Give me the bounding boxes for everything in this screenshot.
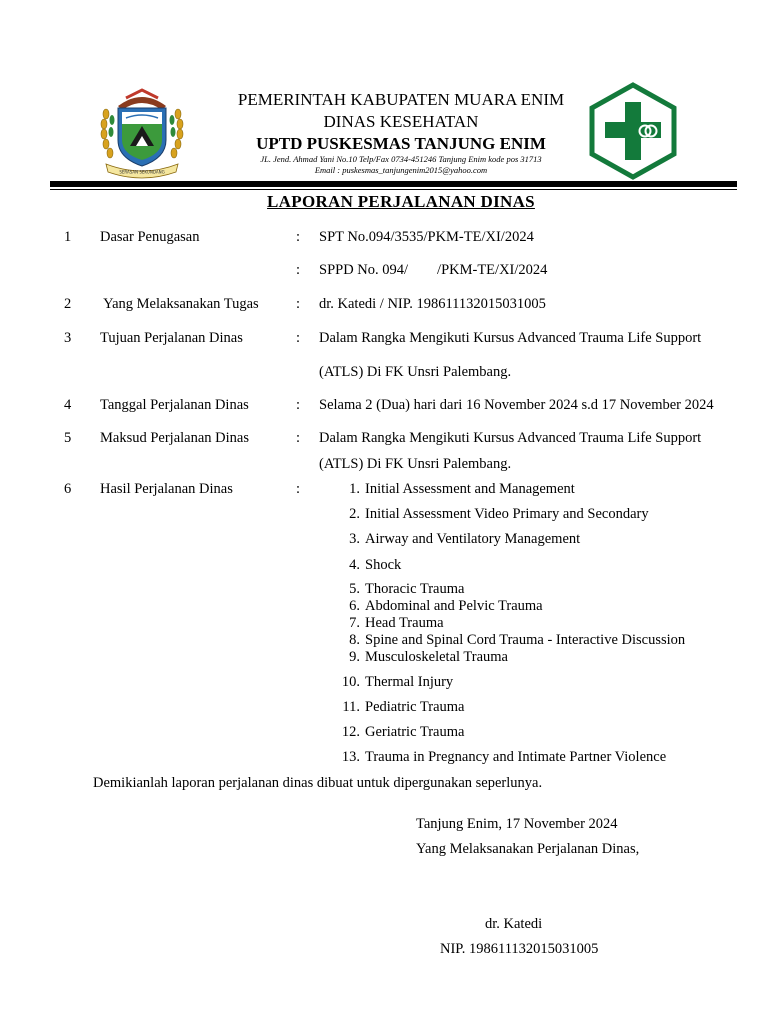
list-item-number: 12. [341,724,360,740]
header-line-government: PEMERINTAH KABUPATEN MUARA ENIM [237,90,565,109]
list-item-number: 13. [341,749,360,765]
regency-coat-of-arms-ribbon-text: SERASAN SEKUNDANG [119,169,165,175]
list-item-number: 6. [349,598,360,614]
row-number: 2 [64,296,72,312]
row-colon: : [296,296,301,312]
header-line-puskesmas: UPTD PUSKESMAS TANJUNG ENIM [256,134,546,153]
signature-role: Yang Melaksanakan Perjalanan Dinas, [416,841,640,857]
list-item: Trauma in Pregnancy and Intimate Partner Violence [365,749,667,765]
letterhead-divider-thin [50,189,737,190]
row-value-continued: (ATLS) Di FK Unsri Palembang. [319,456,512,472]
list-item: Musculoskeletal Trauma [365,649,508,665]
row-value: dr. Katedi / NIP. 198611132015031005 [319,296,546,312]
row-number: 1 [64,229,72,245]
list-item: Initial Assessment and Management [365,481,575,497]
list-item-number: 1. [349,481,360,497]
row-colon: : [296,229,301,245]
header-line-department: DINAS KESEHATAN [323,112,479,131]
list-item: Pediatric Trauma [365,699,465,715]
list-item-number: 7. [349,615,360,631]
row-label: Maksud Perjalanan Dinas [100,430,249,446]
list-item-number: 8. [349,632,360,648]
document-title: LAPORAN PERJALANAN DINAS [267,192,535,211]
row-number: 3 [64,330,72,346]
list-item-number: 5. [349,581,360,597]
row-colon: : [296,397,301,413]
list-item-number: 4. [349,557,360,573]
letterhead-divider-thick [50,181,737,187]
row-label: Tanggal Perjalanan Dinas [100,397,249,413]
row-label: Yang Melaksanakan Tugas [100,296,259,312]
list-item-number: 11. [342,699,360,715]
list-item: Abdominal and Pelvic Trauma [365,598,543,614]
list-item: Spine and Spinal Cord Trauma - Interactive Discussion [365,632,686,648]
list-item-number: 10. [341,674,360,690]
list-item-number: 2. [349,506,360,522]
signature-place-date: Tanjung Enim, 17 November 2024 [416,816,618,832]
list-item: Thoracic Trauma [365,581,465,597]
row-value: Dalam Rangka Mengikuti Kursus Advanced Trauma Life Support [319,330,702,346]
closing-statement: Demikianlah laporan perjalanan dinas dibuat untuk dipergunakan seperlunya. [93,775,543,791]
list-item-number: 3. [349,531,360,547]
row-value: Selama 2 (Dua) hari dari 16 November 2024 s.d 17 November 2024 [319,397,714,413]
row-colon: : [296,330,301,346]
row-value: SPPD No. 094/ /PKM-TE/XI/2024 [319,262,548,278]
row-number: 5 [64,430,72,446]
row-colon: : [296,481,301,497]
row-number: 4 [64,397,72,413]
row-value: Dalam Rangka Mengikuti Kursus Advanced Trauma Life Support [319,430,702,446]
row-label: Dasar Penugasan [100,229,200,245]
header-email: Email : puskesmas_tanjungenim2015@yahoo.com [314,165,488,175]
signature-name: dr. Katedi [485,916,543,932]
row-value: SPT No.094/3535/PKM-TE/XI/2024 [319,229,534,245]
list-item-number: 9. [349,649,360,665]
list-item: Geriatric Trauma [365,724,465,740]
list-item: Shock [365,557,402,573]
row-colon: : [296,262,301,278]
list-item: Thermal Injury [365,674,454,690]
signature-nip: NIP. 198611132015031005 [440,941,599,957]
row-label: Tujuan Perjalanan Dinas [100,330,243,346]
list-item: Initial Assessment Video Primary and Secondary [365,506,649,522]
row-colon: : [296,430,301,446]
row-number: 6 [64,481,72,497]
list-item: Head Trauma [365,615,444,631]
row-label: Hasil Perjalanan Dinas [100,481,233,497]
header-address: JL. Jend. Ahmad Yani No.10 Telp/Fax 0734-451246 Tanjung Enim kode pos 31713 [260,154,542,164]
list-item: Airway and Ventilatory Management [365,531,581,547]
row-value-continued: (ATLS) Di FK Unsri Palembang. [319,364,512,380]
